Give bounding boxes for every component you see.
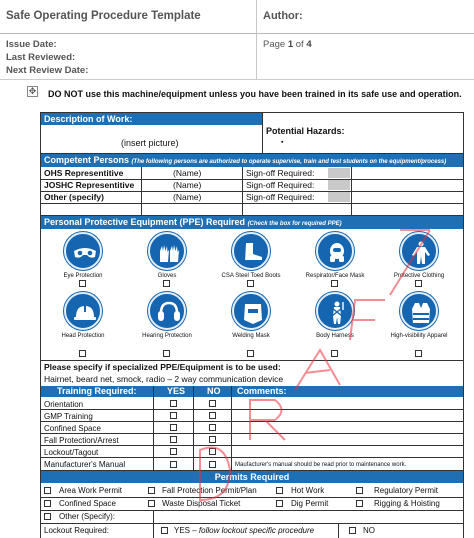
row-rule bbox=[41, 445, 463, 446]
training-yes-checkbox[interactable] bbox=[170, 436, 177, 443]
permit-fall-protection: Fall Protection Permit/Plan bbox=[162, 486, 257, 495]
last-reviewed-label: Last Reviewed: bbox=[6, 52, 76, 63]
specialized-ppe-value[interactable]: Hairnet, beard net, smock, radio – 2 way communication device bbox=[44, 374, 284, 384]
signoff-field[interactable] bbox=[328, 192, 350, 202]
signoff-field[interactable] bbox=[328, 180, 350, 190]
coverall-icon bbox=[400, 232, 438, 270]
sop-table bbox=[40, 112, 464, 538]
ppe-checkbox-eye-protection[interactable] bbox=[79, 280, 86, 287]
ppe-item-welding-mask bbox=[209, 289, 293, 347]
header-right bbox=[256, 0, 474, 80]
ppe-checkbox-respirator[interactable] bbox=[331, 280, 338, 287]
col-rule bbox=[242, 167, 243, 215]
row-rule bbox=[41, 421, 463, 422]
ppe-label: Hearing Protection bbox=[142, 333, 192, 339]
permit-checkbox[interactable] bbox=[148, 487, 155, 494]
training-yes-checkbox[interactable] bbox=[170, 400, 177, 407]
permit-checkbox[interactable] bbox=[276, 487, 283, 494]
table-move-handle-icon[interactable]: ✥ bbox=[28, 86, 37, 96]
header-left bbox=[0, 0, 256, 80]
training-header bbox=[41, 386, 463, 397]
document-header bbox=[0, 0, 474, 80]
row-rule bbox=[41, 510, 463, 511]
description-of-work-header: Description of Work: bbox=[41, 113, 262, 125]
page-prefix: Page bbox=[263, 39, 286, 50]
training-yes-checkbox[interactable] bbox=[170, 448, 177, 455]
ppe-checkbox-welding-mask[interactable] bbox=[247, 350, 254, 357]
row-rule bbox=[41, 523, 463, 524]
page-current: 1 bbox=[287, 39, 294, 50]
training-no-checkbox[interactable] bbox=[209, 448, 216, 455]
permit-dig: Dig Permit bbox=[291, 499, 329, 508]
ppe-label: Body Harness bbox=[316, 333, 354, 339]
col-rule bbox=[141, 167, 142, 215]
ppe-note: (Check the box for required PPE) bbox=[247, 221, 342, 227]
permits-header: Permits Required bbox=[41, 471, 463, 483]
training-comments-label: Comments: bbox=[237, 386, 287, 396]
permit-checkbox[interactable] bbox=[148, 500, 155, 507]
permit-checkbox[interactable] bbox=[356, 500, 363, 507]
training-confined-space: Confined Space bbox=[44, 424, 101, 433]
ppe-title: Personal Protective Equipment (PPE) Required bbox=[44, 217, 246, 227]
ppe-label: Welding Mask bbox=[232, 333, 270, 339]
competent-name-field[interactable]: (Name) bbox=[173, 192, 202, 202]
hazard-bullet[interactable]: ▪ bbox=[281, 139, 284, 146]
training-warning: DO NOT use this machine/equipment unless you have been trained in its safe use and operation. bbox=[48, 89, 462, 99]
ppe-item-eye-protection bbox=[41, 229, 125, 287]
hardhat-icon bbox=[64, 292, 102, 330]
lockout-no-checkbox[interactable] bbox=[349, 527, 356, 534]
permit-hot-work: Hot Work bbox=[291, 486, 325, 495]
ppe-item-body-harness bbox=[293, 289, 377, 347]
ppe-item-protective-clothing bbox=[377, 229, 461, 287]
specialized-ppe-label: Please specify if specialized PPE/Equipment is to be used: bbox=[44, 362, 281, 372]
ppe-item-steel-toed-boots bbox=[209, 229, 293, 287]
row-rule bbox=[41, 409, 463, 410]
harness-icon bbox=[316, 292, 354, 330]
permit-checkbox[interactable] bbox=[44, 487, 51, 494]
lockout-yes-option bbox=[174, 526, 314, 535]
ppe-label: Protective Clothing bbox=[393, 273, 445, 279]
permit-regulatory: Regulatory Permit bbox=[374, 486, 439, 495]
hi-vis-vest-icon bbox=[400, 292, 438, 330]
earmuff-icon bbox=[148, 292, 186, 330]
row-rule bbox=[41, 497, 463, 498]
boot-icon bbox=[232, 232, 270, 270]
permit-checkbox[interactable] bbox=[44, 500, 51, 507]
competent-role-ohs: OHS Representitive bbox=[44, 168, 124, 178]
training-yes-checkbox[interactable] bbox=[170, 412, 177, 419]
page-total: 4 bbox=[306, 39, 312, 50]
col-rule bbox=[193, 386, 194, 472]
training-no-checkbox[interactable] bbox=[209, 424, 216, 431]
training-fall-protection: Fall Protection/Arrest bbox=[44, 436, 119, 445]
manual-comment: Maufacturer's manual should be read prior to maintenance work. bbox=[235, 462, 407, 468]
training-orientation: Orientation bbox=[44, 400, 84, 409]
ppe-header bbox=[41, 216, 463, 229]
ppe-checkbox-protective-clothing[interactable] bbox=[415, 280, 422, 287]
ppe-checkbox-hearing-protection[interactable] bbox=[163, 350, 170, 357]
training-yes-label: YES bbox=[167, 386, 186, 396]
training-yes-checkbox[interactable] bbox=[170, 424, 177, 431]
insert-picture-placeholder[interactable]: (insert picture) bbox=[121, 138, 179, 148]
training-no-checkbox[interactable] bbox=[209, 461, 216, 468]
page-of: of bbox=[295, 39, 304, 50]
training-yes-checkbox[interactable] bbox=[170, 461, 177, 468]
gloves-icon bbox=[148, 232, 186, 270]
lockout-yes-label: YES – bbox=[174, 526, 197, 535]
ppe-item-high-visibility bbox=[377, 289, 461, 347]
lockout-required-label: Lockout Required: bbox=[44, 526, 109, 535]
lockout-note: follow lockout specific procedure bbox=[198, 526, 315, 535]
ppe-checkbox-head-protection[interactable] bbox=[79, 350, 86, 357]
page-indicator bbox=[263, 39, 312, 50]
header-bottom-rule bbox=[0, 79, 474, 80]
lockout-yes-checkbox[interactable] bbox=[161, 527, 168, 534]
ppe-checkbox-body-harness[interactable] bbox=[331, 350, 338, 357]
ppe-item-respirator bbox=[293, 229, 377, 287]
training-gmp: GMP Training bbox=[44, 412, 93, 421]
ppe-checkbox-gloves[interactable] bbox=[163, 280, 170, 287]
ppe-label: Head Protection bbox=[61, 333, 105, 339]
header-divider bbox=[0, 33, 474, 34]
welding-mask-icon bbox=[232, 292, 270, 330]
ppe-label: Gloves bbox=[157, 273, 177, 279]
training-manual: Manufacturer's Manual bbox=[44, 460, 126, 469]
permit-area-work: Area Work Permit bbox=[59, 486, 122, 495]
ppe-label: CSA Steel Toed Boots bbox=[221, 273, 281, 279]
competent-role-joshc: JOSHC Representitive bbox=[44, 180, 135, 190]
competent-persons-header bbox=[41, 154, 463, 167]
document-title: Safe Operating Procedure Template bbox=[6, 10, 201, 22]
training-no-label: NO bbox=[207, 386, 221, 396]
permit-checkbox[interactable] bbox=[276, 500, 283, 507]
row-rule bbox=[41, 203, 463, 204]
issue-date-label: Issue Date: bbox=[6, 39, 57, 50]
training-required-label: Training Required: bbox=[57, 386, 137, 396]
ppe-label: High-visibility Apparel bbox=[390, 333, 448, 339]
description-divider bbox=[262, 113, 263, 153]
signoff-label: Sign-off Required: bbox=[246, 192, 315, 202]
ppe-checkbox-high-visibility[interactable] bbox=[415, 350, 422, 357]
signoff-label: Sign-off Required: bbox=[246, 180, 315, 190]
ppe-item-head-protection bbox=[41, 289, 125, 347]
competent-persons-note: (The following persons are authorized to operate supervise, train and test students on the equipment/process) bbox=[131, 159, 447, 165]
row-rule bbox=[41, 457, 463, 458]
ppe-item-hearing-protection bbox=[125, 289, 209, 347]
author-label: Author: bbox=[263, 10, 303, 22]
col-rule bbox=[351, 167, 352, 215]
competent-name-field[interactable]: (Name) bbox=[173, 168, 202, 178]
next-review-label: Next Review Date: bbox=[6, 65, 89, 76]
training-lockout: Lockout/Tagout bbox=[44, 448, 99, 457]
competent-role-other: Other (specify) bbox=[44, 192, 104, 202]
ppe-label: Respirator/Face Mask bbox=[305, 273, 365, 279]
ppe-checkbox-boots[interactable] bbox=[247, 280, 254, 287]
col-rule bbox=[338, 524, 339, 538]
permit-checkbox[interactable] bbox=[44, 513, 51, 520]
respirator-icon bbox=[316, 232, 354, 270]
permit-rigging: Rigging & Hoisting bbox=[374, 499, 440, 508]
training-no-checkbox[interactable] bbox=[209, 400, 216, 407]
ppe-item-gloves bbox=[125, 229, 209, 287]
training-no-checkbox[interactable] bbox=[209, 436, 216, 443]
col-rule bbox=[153, 386, 154, 472]
competent-persons-title: Competent Persons bbox=[44, 155, 130, 165]
permit-other: Other (Specify): bbox=[59, 512, 116, 521]
permit-checkbox[interactable] bbox=[356, 487, 363, 494]
permit-waste-disposal: Waste Disposal Ticket bbox=[162, 499, 241, 508]
competent-name-field[interactable]: (Name) bbox=[173, 180, 202, 190]
row-rule bbox=[41, 360, 463, 361]
lockout-no-label: NO bbox=[363, 526, 375, 535]
signoff-label: Sign-off Required: bbox=[246, 168, 315, 178]
ppe-label: Eye Protection bbox=[63, 273, 103, 279]
permit-confined-space: Confined Space bbox=[59, 499, 116, 508]
col-rule bbox=[231, 386, 232, 472]
col-rule bbox=[153, 511, 154, 538]
potential-hazards-label: Potential Hazards: bbox=[266, 126, 345, 136]
training-no-checkbox[interactable] bbox=[209, 412, 216, 419]
goggles-icon bbox=[64, 232, 102, 270]
row-rule bbox=[41, 433, 463, 434]
signoff-field[interactable] bbox=[328, 168, 350, 178]
